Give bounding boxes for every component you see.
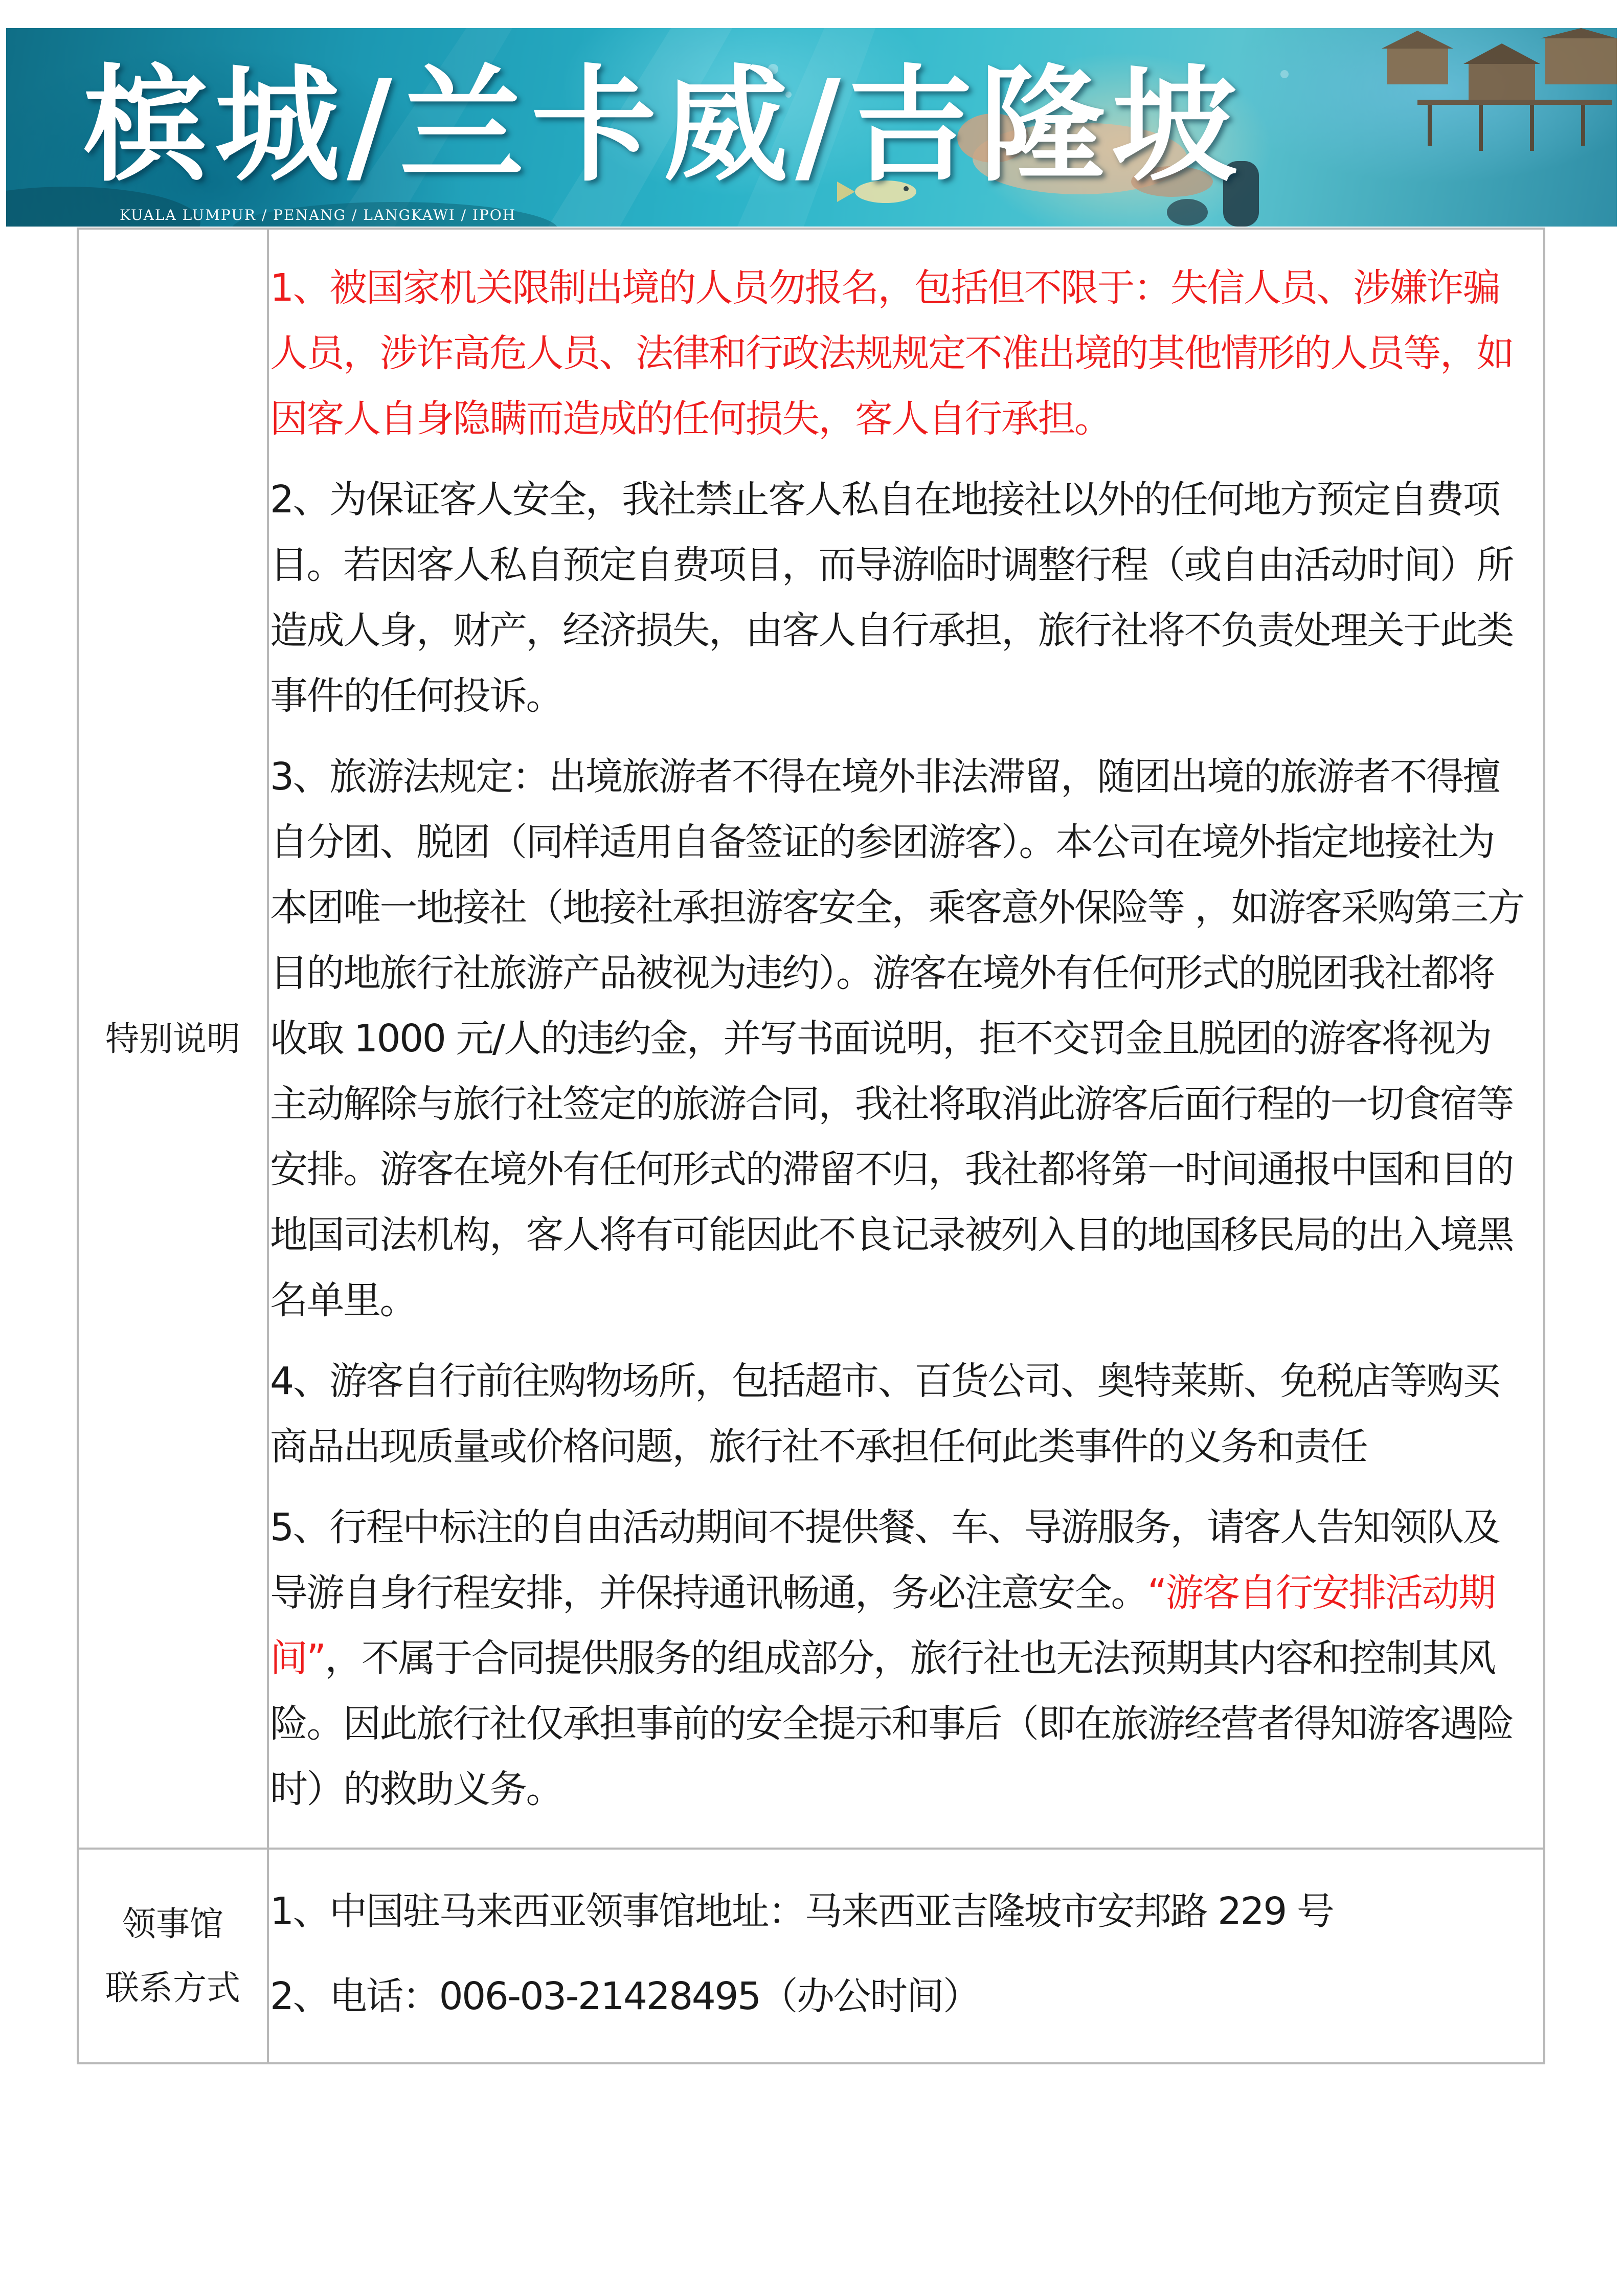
note-item-2: 2、为保证客人安全，我社禁止客人私自在地接社以外的任何地方预定自费项目。若因客人私自预定自费项目，而导游临时调整行程（或自由活动时间）所造成人身，财产，经济损失，由客人自行承担，旅行社将不负责处理关于此类事件的任何投诉。 — [270, 478, 1513, 718]
water-villas-image — [1382, 28, 1617, 151]
consulate-label-line2: 联系方式 — [105, 1968, 240, 2008]
note-item-5 — [270, 1495, 1526, 1822]
consulate-phone: 2、电话：006-03-21428495（办公时间） — [270, 1974, 980, 2018]
special-notes-content — [268, 229, 1544, 1849]
special-notes-label: 特别说明 — [78, 229, 268, 1849]
note-item-3: 3、旅游法规定：出境旅游者不得在境外非法滞留，随团出境的旅游者不得擅自分团、脱团（同样适用自备签证的参团游客）。本公司在境外指定地接社为本团唯一地接社（地接社承担游客安全，乘客意外保险等 ，如游客采购第三方目的地旅行社旅游产品被视为违约）。游客在境外有任何形式的脱团我社都将收取 1000 元/人的违约金，并写书面说明，拒不交罚金且脱团的游客将视为主动解除与旅行社签定的旅游合同，我社将取消此游客后面行程的一切食宿等安排。游客在境外有任何形式的滞留不归，我社都将第一时间通报中国和目的地国司法机构，客人将有可能因此不良记录被列入目的地国移民局的出入境黑名单里。 — [270, 755, 1524, 1322]
destination-banner — [6, 28, 1617, 227]
banner-title: 槟城/兰卡威/吉隆坡 — [83, 52, 1244, 198]
note-item-5-highlight: “游客自行安排活动期间” — [270, 1571, 1495, 1680]
note-item-1: 1、被国家机关限制出境的人员勿报名，包括但不限于：失信人员、涉嫌诈骗人员，涉诈高危人员、法律和行政法规规定不准出境的其他情形的人员等，如因客人自身隐瞒而造成的任何损失，客人自行承担。 — [270, 266, 1513, 441]
note-item-5-text-before: 5、行程中标注的自由活动期间不提供餐、车、导游服务，请客人告知领队及导游自身行程安排，并保持通讯畅通，务必注意安全。 — [270, 1505, 1500, 1615]
consulate-label — [78, 1849, 268, 2063]
special-notes-row — [78, 229, 1544, 1849]
consulate-content — [268, 1849, 1544, 2063]
note-item-5-text-after: ，不属于合同提供服务的组成部分，旅行社也无法预期其内容和控制其风险。因此旅行社仅承担事前的安全提示和事后（即在旅游经营者得知游客遇险时）的救助义务。 — [270, 1636, 1513, 1811]
consulate-row — [78, 1849, 1544, 2063]
consulate-label-line1: 领事馆 — [122, 1904, 223, 1944]
notice-table — [77, 228, 1545, 2064]
consulate-address: 1、中国驻马来西亚领事馆地址：马来西亚吉隆坡市安邦路 229 号 — [270, 1889, 1334, 1933]
note-item-4: 4、游客自行前往购物场所，包括超市、百货公司、奥特莱斯、免税店等购买商品出现质量或价格问题，旅行社不承担任何此类事件的义务和责任 — [270, 1359, 1500, 1469]
banner-subtitle: KUALA LUMPUR / PENANG / LANGKAWI / IPOH — [120, 207, 516, 223]
